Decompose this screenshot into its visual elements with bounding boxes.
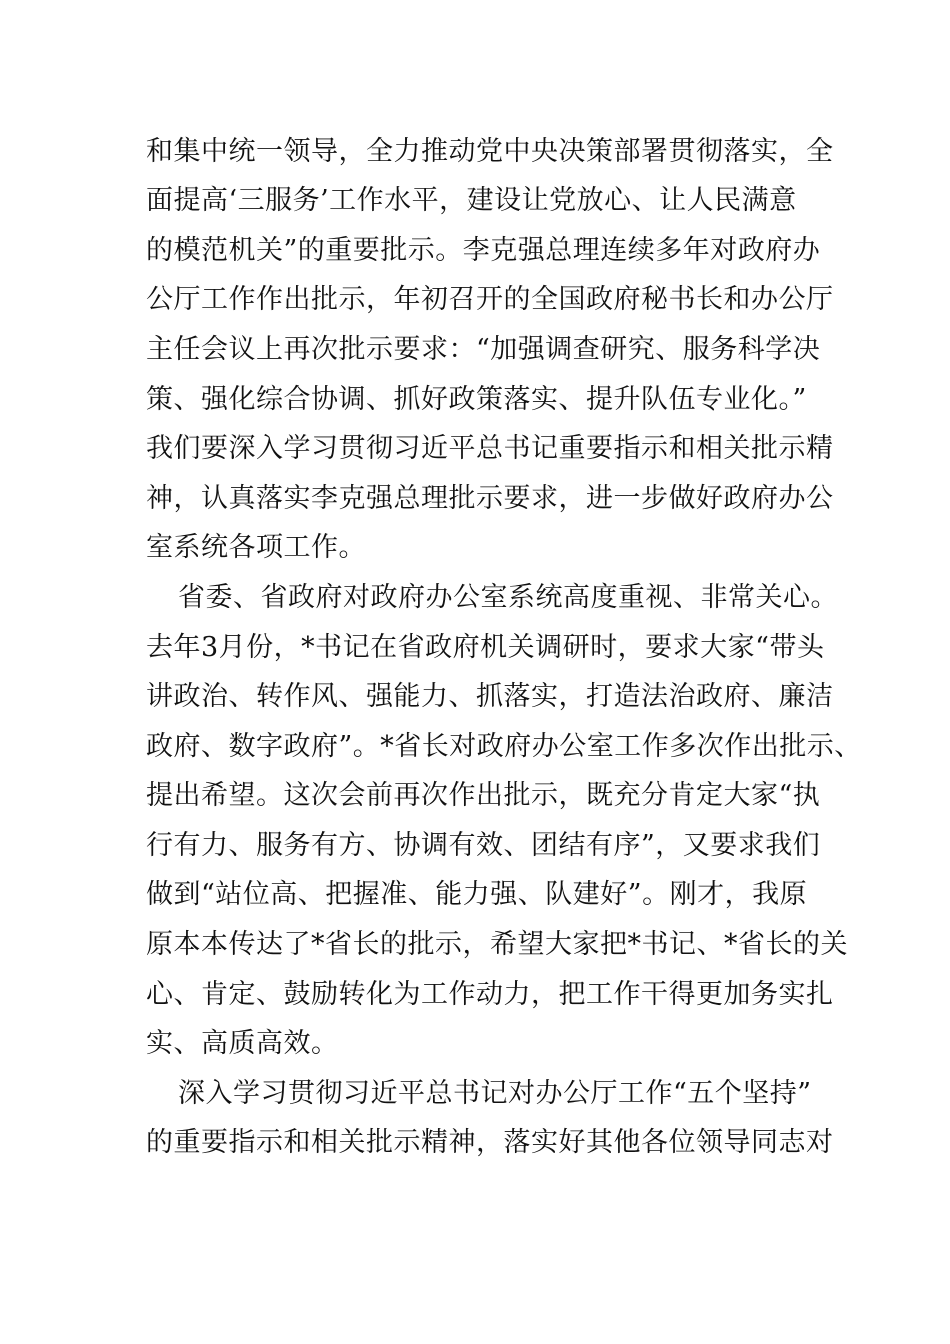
text-line: 策、强化综合协调、抓好政策落实、提升队伍专业化。” bbox=[146, 384, 807, 415]
paragraph-start-line: 省委、省政府对政府办公室系统高度重视、非常关心。 bbox=[178, 582, 838, 613]
text-line: 原本本传达了*省长的批示，希望大家把*书记、*省长的关 bbox=[146, 929, 848, 960]
text-line: 面提高‘三服务’工作水平，建设让党放心、让人民满意 bbox=[146, 185, 797, 216]
text-line: 实、高质高效。 bbox=[146, 1028, 339, 1059]
text-line: 的重要指示和相关批示精神，落实好其他各位领导同志对 bbox=[146, 1127, 834, 1158]
text-line: 心、肯定、鼓励转化为工作动力，把工作干得更加务实扎 bbox=[146, 979, 834, 1010]
text-line: 室系统各项工作。 bbox=[146, 532, 366, 563]
text-line: 政府、数字政府”。*省长对政府办公室工作多次作出批示、 bbox=[146, 731, 862, 762]
text-line: 做到“站位高、把握准、能力强、队建好”。刚才，我原 bbox=[146, 879, 808, 910]
text-line: 主任会议上再次批示要求：“加强调查研究、服务科学决 bbox=[146, 334, 821, 365]
text-line: 讲政治、转作风、强能力、抓落实，打造法治政府、廉洁 bbox=[146, 681, 834, 712]
text-line: 的模范机关”的重要批示。李克强总理连续多年对政府办 bbox=[146, 235, 821, 266]
text-line: 去年3月份，*书记在省政府机关调研时，要求大家“带头 bbox=[146, 632, 825, 663]
text-line: 和集中统一领导，全力推动党中央决策部署贯彻落实，全 bbox=[146, 136, 834, 167]
text-line: 行有力、服务有方、协调有效、团结有序”，又要求我们 bbox=[146, 830, 821, 861]
paragraph-start-line: 深入学习贯彻习近平总书记对办公厅工作“五个坚持” bbox=[178, 1078, 812, 1109]
text-line: 公厅工作作出批示，年初召开的全国政府秘书长和办公厅 bbox=[146, 284, 834, 315]
text-line: 提出希望。这次会前再次作出批示，既充分肯定大家“执 bbox=[146, 780, 821, 811]
text-line: 我们要深入学习贯彻习近平总书记重要指示和相关批示精 bbox=[146, 433, 834, 464]
text-line: 神，认真落实李克强总理批示要求，进一步做好政府办公 bbox=[146, 483, 834, 514]
